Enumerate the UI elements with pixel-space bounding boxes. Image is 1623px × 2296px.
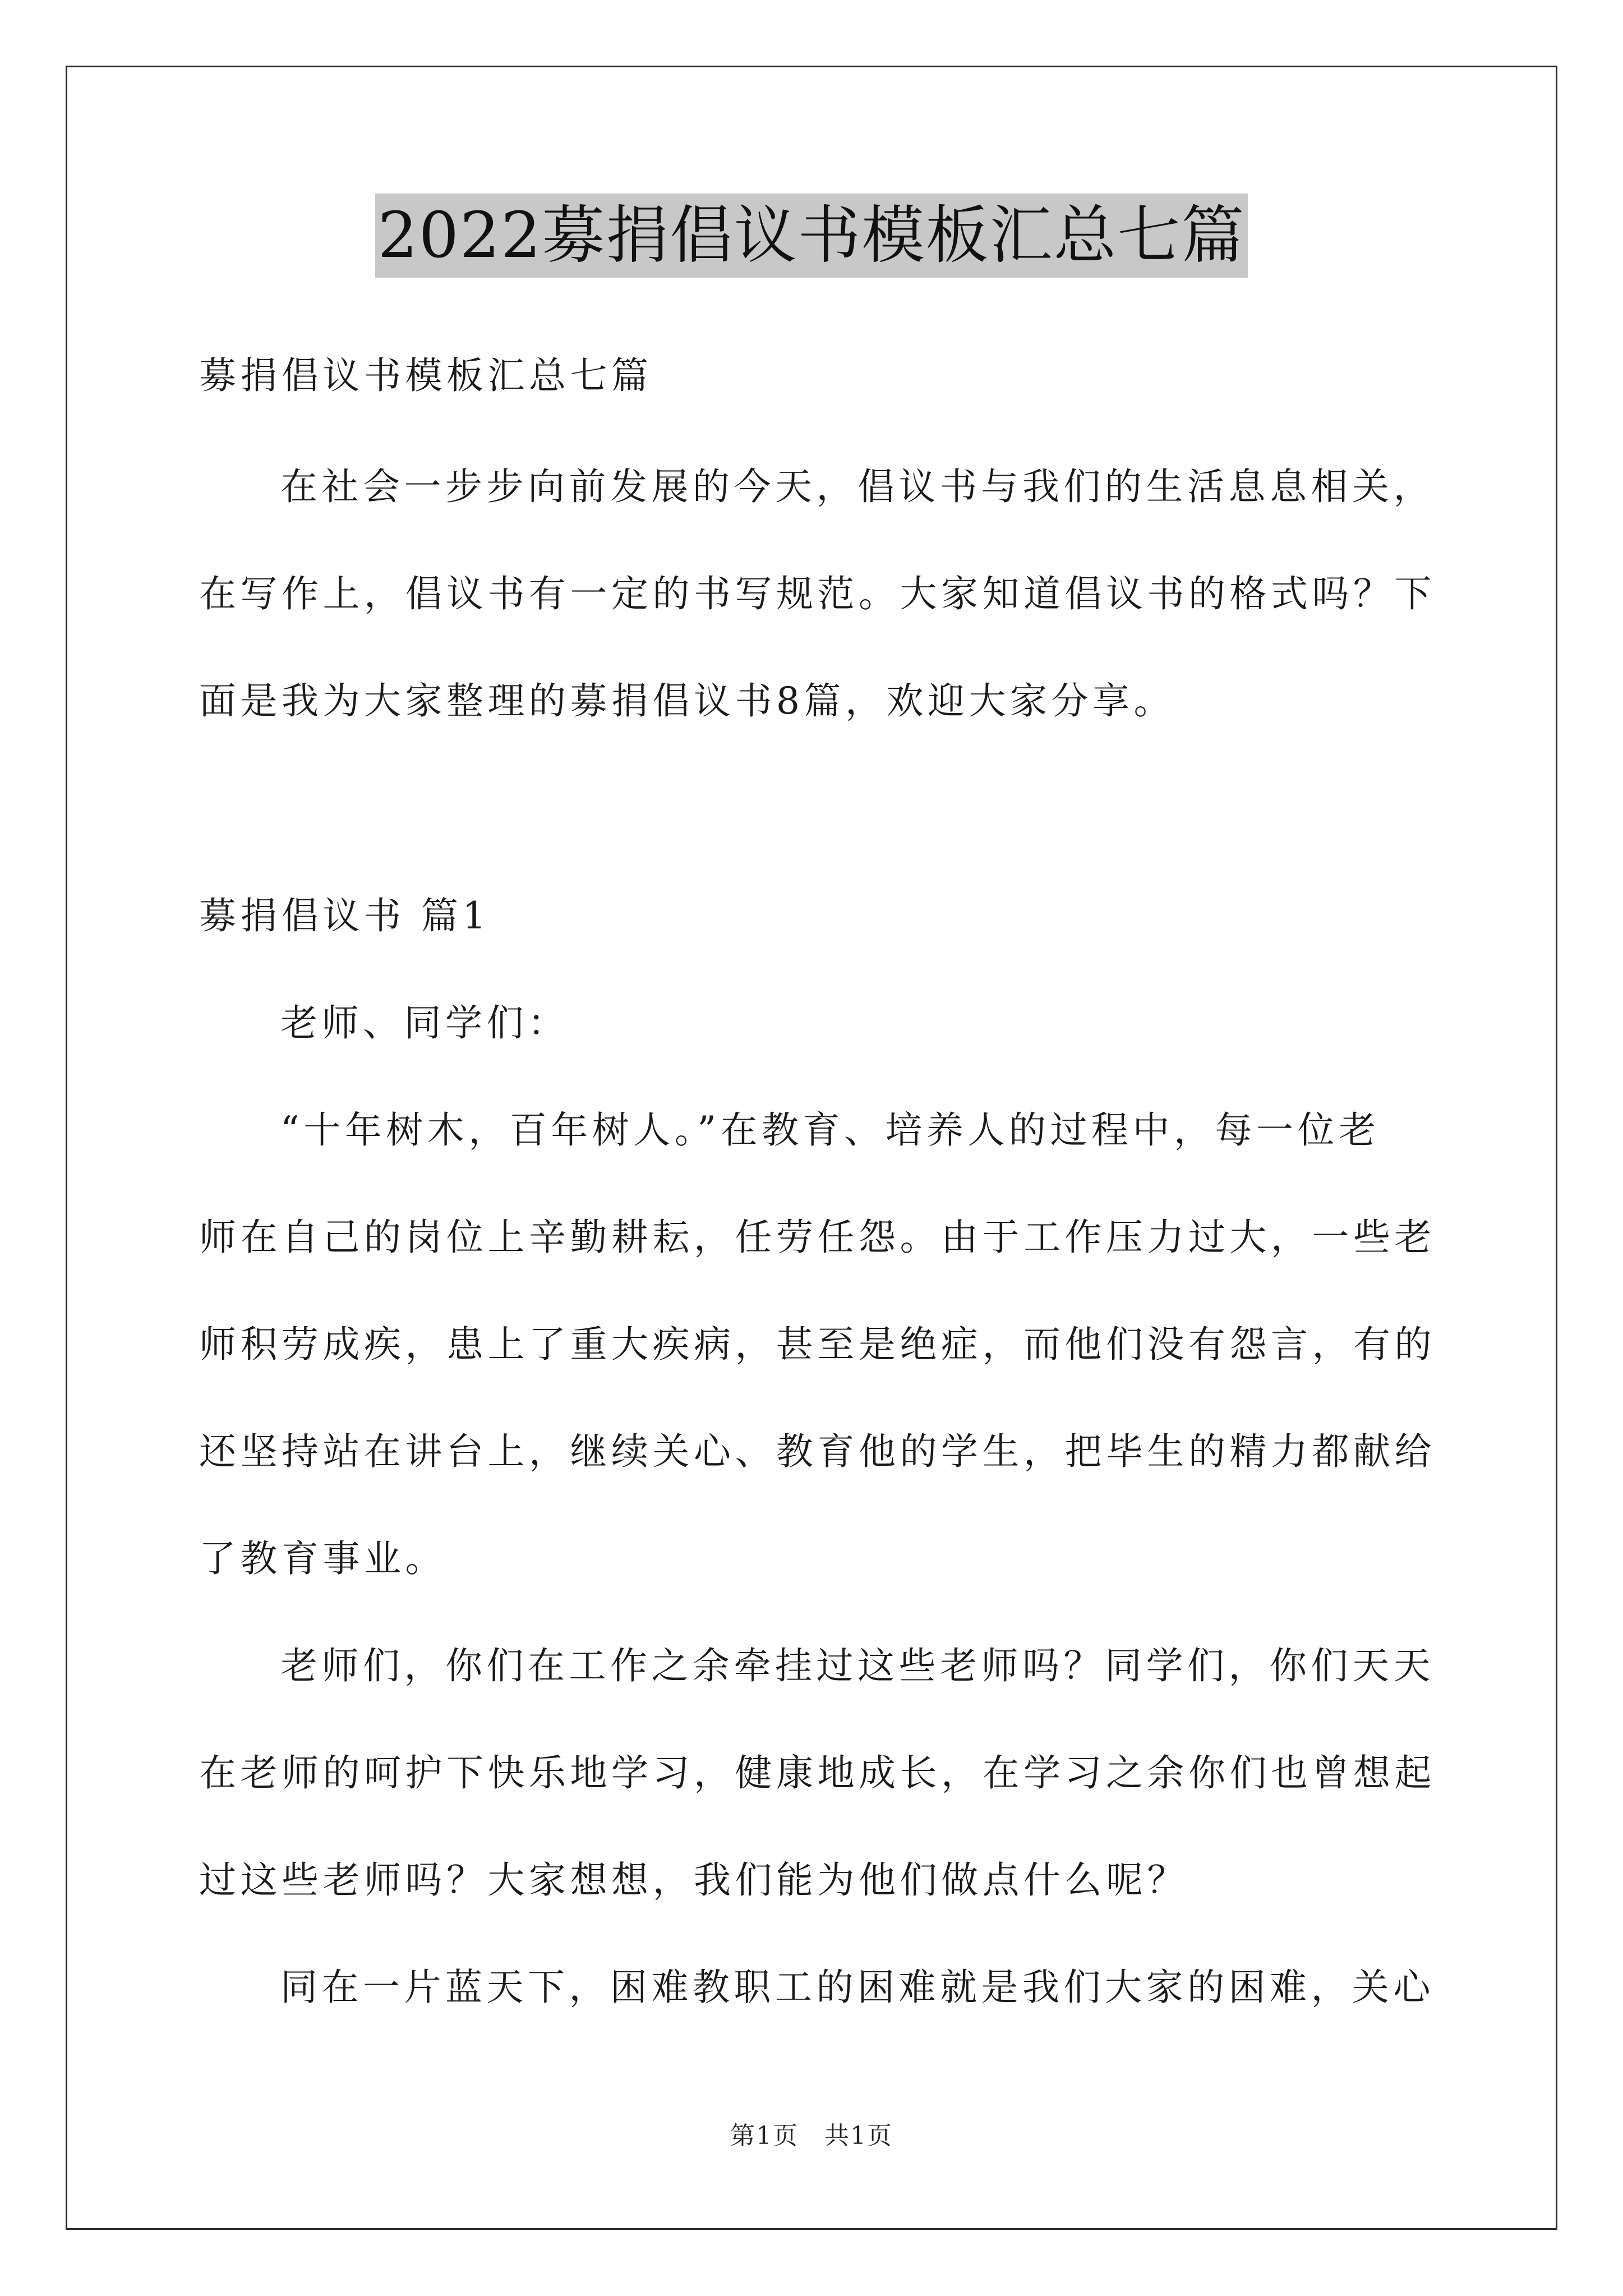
paragraph2-line-2: 在老师的呵护下快乐地学习，健康地成长，在学习之余你们也曾想起	[199, 1751, 1436, 1795]
paragraph1-line-3: 师积劳成疾，患上了重大疾病，甚至是绝症，而他们没有怨言，有的	[199, 1323, 1436, 1366]
intro-line-1: 在社会一步步向前发展的今天，倡议书与我们的生活息息相关，	[280, 465, 1435, 508]
section-heading: 募捐倡议书 篇1	[199, 894, 490, 937]
paragraph1-line-5: 了教育事业。	[199, 1537, 446, 1580]
salutation: 老师、同学们：	[280, 1001, 569, 1045]
paragraph2-line-3: 过这些老师吗？大家想想，我们能为他们做点什么呢？	[199, 1858, 1188, 1902]
paragraph1-line-1: “十年树木，百年树人。”在教育、培养人的过程中，每一位老	[280, 1108, 1380, 1152]
intro-line-2: 在写作上，倡议书有一定的书写规范。大家知道倡议书的格式吗？下	[199, 572, 1436, 615]
document-title: 2022募捐倡议书模板汇总七篇	[375, 194, 1247, 278]
document-subtitle: 募捐倡议书模板汇总七篇	[199, 354, 653, 397]
page-number: 第1页 共1页	[730, 2122, 893, 2150]
intro-line-3: 面是我为大家整理的募捐倡议书8篇，欢迎大家分享。	[199, 679, 1175, 723]
paragraph1-line-2: 师在自己的岗位上辛勤耕耘，任劳任怨。由于工作压力过大，一些老	[199, 1216, 1436, 1259]
paragraph1-line-4: 还坚持站在讲台上，继续关心、教育他的学生，把毕生的精力都献给	[199, 1430, 1436, 1473]
paragraph2-line-1: 老师们，你们在工作之余牵挂过这些老师吗？同学们，你们天天	[280, 1644, 1435, 1687]
title-container	[0, 194, 1623, 278]
paragraph3-line-1: 同在一片蓝天下，困难教职工的困难就是我们大家的困难，关心	[280, 1966, 1435, 2009]
